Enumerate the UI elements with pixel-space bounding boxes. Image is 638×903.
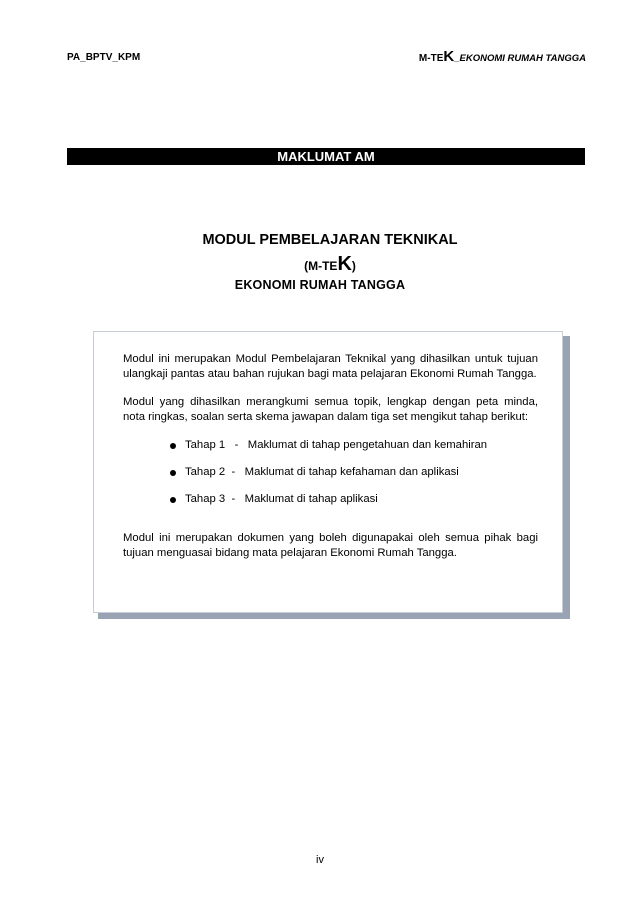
list-item [123,465,538,492]
info-paragraph-1: Modul ini merupakan Modul Pembelajaran Teknikal yang dihasilkan untuk tujuan ulangkaji pantas atau bahan rujukan bagi mata pelajaran Ekonomi Rumah Tangga. [123,353,538,380]
header-left: PA_BPTV_KPM [67,52,141,63]
section-banner: MAKLUMAT AM [67,148,585,165]
info-box-content [123,352,538,574]
title-line2 [0,253,638,276]
title-line3: EKONOMI RUMAH TANGGA [234,278,406,292]
page-number: iv [316,854,324,866]
title-line2-close: ) [351,259,356,273]
header-right-suffix: _EKONOMI RUMAH TANGGA [454,53,586,64]
title-line2-big: K [337,253,352,275]
list-item-text: Tahap 3 - Maklumat di tahap aplikasi [185,493,378,505]
header-right [419,48,586,65]
info-paragraph-2: Modul yang dihasilkan merangkumi semua topik, lengkap dengan peta minda, nota ringkas, soalan serta skema jawapan dalam tiga set mengikut tahap berikut: [123,396,538,423]
list-item [123,438,538,465]
list-item-text: Tahap 2 - Maklumat di tahap kefahaman dan aplikasi [185,466,459,478]
header-right-prefix: M-TE [418,53,444,64]
bullet-icon [170,470,176,476]
title-line2-open: (M-TE [304,259,338,273]
level-list [123,438,538,519]
list-item-text: Tahap 1 - Maklumat di tahap pengetahuan dan kemahiran [185,439,488,451]
title-line1: MODUL PEMBELAJARAN TEKNIKAL [202,232,458,248]
header-right-big: K [443,48,455,65]
bullet-icon [170,443,176,449]
list-item [123,492,538,519]
bullet-icon [170,497,176,503]
info-paragraph-3: Modul ini merupakan dokumen yang boleh digunapakai oleh semua pihak bagi tujuan menguasai bidang mata pelajaran Ekonomi Rumah Tangga. [123,532,538,559]
